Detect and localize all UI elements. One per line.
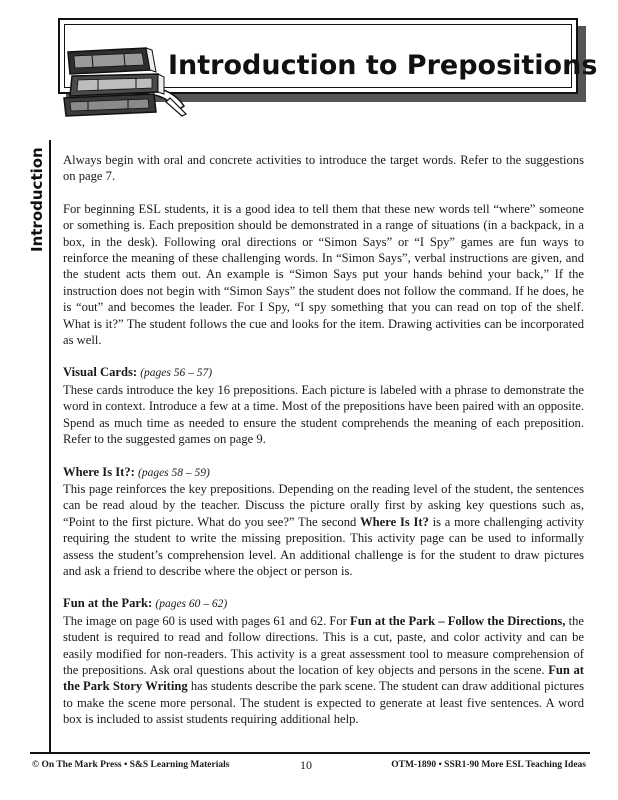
footer-series: OTM-1890 • SSR1-90 More ESL Teaching Ideas [391, 760, 586, 770]
intro-paragraph-2: For beginning ESL students, it is a good idea to tell them that these new words tell “where” someone or something is. Each preposition should be demonstrated in a range of situations (in a backpack, in a box, in the desk). Following oral directions or “Simon Says” or “I Spy” games are fun ways to reinforce the meaning of these challenging words. In “Simon Says”, verbal instructions are given, and the student acts them out. An example is “Simon Says put your hands behind your back,” If the instruction does not begin with “Simon Says” the student does not follow the command. If he does, he is “out” and becomes the leader. For I Spy, “I spy something that you can read on top of the shelf. What is it?” The student follows the cue and looks for the item. Drawing activities can be incorporated as well. [63, 201, 584, 348]
section-heading [63, 595, 584, 612]
section-pages: (pages 56 – 57) [140, 367, 213, 380]
section-text: These cards introduce the key 16 prepositions. Each picture is labeled with a phrase to demonstrate the word in context. Introduce a few at a time. Most of the prepositions have been paired with an opposite. Spend as much time as needed to ensure the student comprehends the meaning of each preposition. Refer to the suggested games on page 9. [63, 382, 584, 447]
section-heading-text: Fun at the Park: [63, 596, 153, 611]
section-heading [63, 364, 584, 381]
section-heading-text: Visual Cards: [63, 365, 138, 380]
section-pages: (pages 60 – 62) [155, 598, 228, 611]
footer-divider [30, 752, 590, 754]
intro-paragraph-1: Always begin with oral and concrete activities to introduce the target words. Refer to the suggestions on page 7. [63, 153, 584, 184]
book-stack-icon [58, 24, 196, 124]
section-pages: (pages 58 – 59) [137, 466, 210, 479]
section-text-part: has students describe the park scene. The student can draw additional pictures to make the scene more personal. The student is expected to generate at least five sentences. A word box is included to assist students requiring additional help. [63, 679, 585, 727]
section-text [63, 613, 584, 728]
section-where-is-it [63, 464, 584, 580]
section-heading [63, 464, 584, 481]
section-text-part: The image on page 60 is used with pages 61 and 62. For [63, 613, 351, 628]
section-bold-term: Where Is It? [360, 514, 429, 529]
page-title: Introduction to Prepositions [168, 50, 598, 81]
section-visual-cards [63, 364, 584, 447]
section-text-part: This page reinforces the key prepositions. Depending on the reading level of the student, the sentences can be read aloud by the teacher. Discuss the picture orally first by asking key questions such as, “Point to the first picture. What do you see?” The second [63, 481, 584, 529]
section-bold-term: Fun at the Park – Follow the Directions, [350, 613, 566, 628]
section-text-part: the student is required to read and follow directions. This is a cut, paste, and color activity and can be easily modified for non-readers. This activity is a great assessment tool to measure comprehension of the prepositions. Ask oral questions about the location of key objects and persons in the scene. [63, 613, 584, 677]
side-divider [49, 140, 51, 752]
section-heading-text: Where Is It?: [63, 464, 135, 479]
side-label-text: Introduction [28, 147, 46, 252]
footer-publisher: © On The Mark Press • S&S Learning Materials [32, 760, 230, 770]
section-bold-term: Fun at the Park Story Writing [63, 662, 584, 694]
section-fun-at-the-park [63, 595, 584, 727]
section-text [63, 481, 584, 579]
section-text-part: is a more challenging activity requiring the student to write the missing preposition. This activity page can be used to informally assess the student’s comprehension level. An additional challenge is for the student to draw pictures and ask a friend to describe where the object or person is. [63, 514, 584, 578]
page-number: 10 [300, 758, 312, 772]
main-content [63, 152, 584, 744]
